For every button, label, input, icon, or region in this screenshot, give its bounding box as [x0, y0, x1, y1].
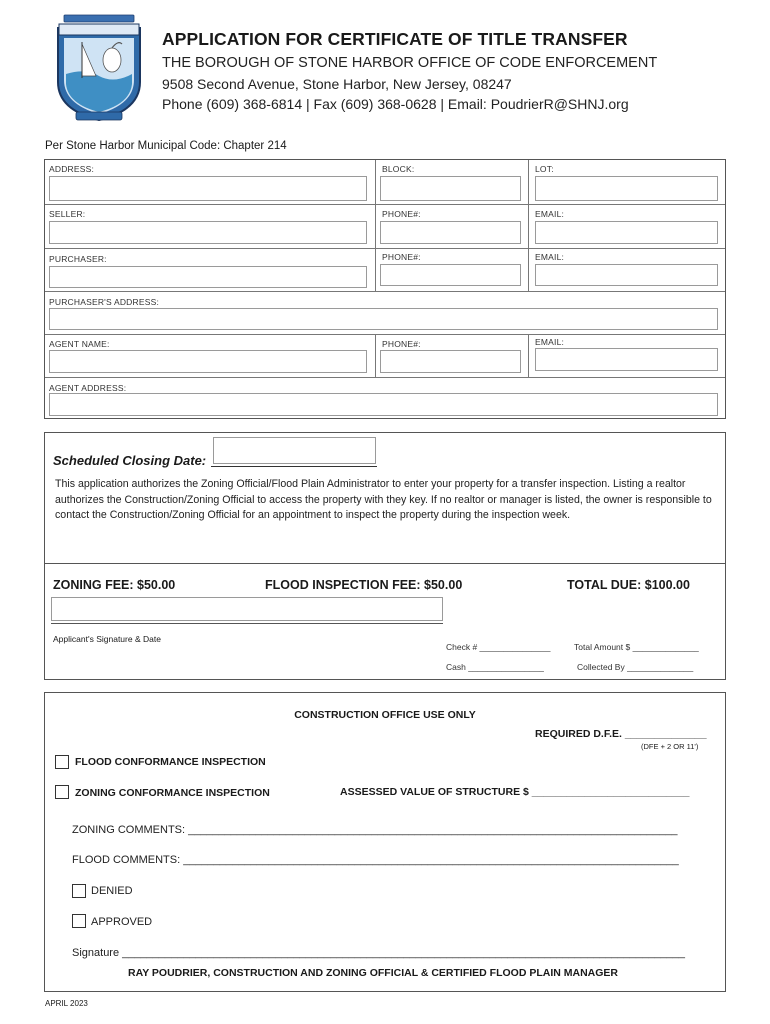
col-divider: [375, 334, 376, 377]
cash: Cash ________________: [446, 662, 544, 672]
agent-email-label: EMAIL:: [535, 337, 565, 347]
col-divider: [528, 334, 529, 377]
applicant-signature-label: Applicant's Signature & Date: [53, 634, 161, 644]
col-divider: [375, 160, 376, 291]
block-label: BLOCK:: [382, 164, 415, 174]
lot-field[interactable]: [535, 176, 718, 201]
purchaser-field[interactable]: [49, 266, 367, 288]
zoning-inspection-label: ZONING CONFORMANCE INSPECTION: [75, 787, 270, 799]
total-due: TOTAL DUE: $100.00: [567, 578, 690, 592]
office-use-title: CONSTRUCTION OFFICE USE ONLY: [294, 709, 476, 721]
required-dfe: REQUIRED D.F.E. ______________: [535, 728, 707, 740]
flood-inspection-checkbox[interactable]: [55, 755, 69, 769]
borough-seal-logo: [56, 14, 142, 124]
flood-comments: FLOOD COMMENTS: _________________________________________________________________________________: [72, 854, 679, 866]
dfe-note: (DFE + 2 OR 11'): [641, 742, 699, 751]
agent-phone-label: PHONE#:: [382, 339, 421, 349]
assessed-value: ASSESSED VALUE OF STRUCTURE $ ___________________________: [340, 786, 690, 798]
office-contact: Phone (609) 368-6814 | Fax (609) 368-0628 | Email: PoudrierR@SHNJ.org: [162, 96, 629, 112]
seller-phone-field[interactable]: [380, 221, 521, 244]
seller-email-label: EMAIL:: [535, 209, 565, 219]
form-title: APPLICATION FOR CERTIFICATE OF TITLE TRANSFER: [162, 29, 628, 49]
check-number: Check # _______________: [446, 642, 551, 652]
property-info-grid: [44, 159, 726, 419]
applicant-signature-field[interactable]: [51, 597, 443, 621]
agent-name-label: AGENT NAME:: [49, 339, 110, 349]
section-divider: [45, 563, 725, 564]
purchaser-address-label: PURCHASER'S ADDRESS:: [49, 297, 160, 307]
collected-by: Collected By ______________: [577, 662, 694, 672]
lot-label: LOT:: [535, 164, 554, 174]
signature-underline: [51, 623, 443, 624]
official-signature-line: Signature ____________________________________________________________________________________________: [72, 947, 685, 959]
purchaser-label: PURCHASER:: [49, 254, 107, 264]
agent-address-field[interactable]: [49, 393, 718, 416]
closing-date-field[interactable]: [213, 437, 376, 464]
row-divider: [45, 248, 725, 249]
office-address: 9508 Second Avenue, Stone Harbor, New Jersey, 08247: [162, 76, 512, 92]
purchaser-phone-label: PHONE#:: [382, 252, 421, 262]
seller-email-field[interactable]: [535, 221, 718, 244]
flood-inspection-fee: FLOOD INSPECTION FEE: $50.00: [265, 578, 463, 592]
official-name: RAY POUDRIER, CONSTRUCTION AND ZONING OFFICIAL & CERTIFIED FLOOD PLAIN MANAGER: [128, 967, 619, 979]
office-use-section: [44, 692, 726, 992]
row-divider: [45, 377, 725, 378]
authorization-text: This application authorizes the Zoning Official/Flood Plain Administrator to enter your property for a transfer inspection. Listing a realtor authorizes the Construction/Zoning Official to access the property with they key. If no realtor or manager is listed, the owner is responsible to contact the Construction/Zoning Official for an appointment to inspect the property during the inspection week.: [55, 478, 712, 521]
zoning-fee: ZONING FEE: $50.00: [53, 578, 176, 592]
revision-date: APRIL 2023: [45, 999, 88, 1008]
agent-name-field[interactable]: [49, 350, 367, 373]
office-name: THE BOROUGH OF STONE HARBOR OFFICE OF CODE ENFORCEMENT: [162, 55, 658, 71]
purchaser-email-label: EMAIL:: [535, 252, 565, 262]
total-amount: Total Amount $ ______________: [574, 642, 699, 652]
seller-phone-label: PHONE#:: [382, 209, 421, 219]
approved-checkbox[interactable]: [72, 914, 86, 928]
address-field[interactable]: [49, 176, 367, 201]
purchaser-email-field[interactable]: [535, 264, 718, 286]
seller-field[interactable]: [49, 221, 367, 244]
address-label: ADDRESS:: [49, 164, 95, 174]
row-divider: [45, 291, 725, 292]
agent-phone-field[interactable]: [380, 350, 521, 373]
denied-checkbox[interactable]: [72, 884, 86, 898]
closing-date-label: Scheduled Closing Date:: [53, 453, 207, 468]
zoning-comments: ZONING COMMENTS: ________________________________________________________________________________: [72, 824, 678, 836]
purchaser-address-field[interactable]: [49, 308, 718, 330]
agent-address-label: AGENT ADDRESS:: [49, 383, 127, 393]
purchaser-phone-field[interactable]: [380, 264, 521, 286]
zoning-inspection-checkbox[interactable]: [55, 785, 69, 799]
block-field[interactable]: [380, 176, 521, 201]
flood-inspection-label: FLOOD CONFORMANCE INSPECTION: [75, 756, 266, 768]
agent-email-field[interactable]: [535, 348, 718, 371]
seller-label: SELLER:: [49, 209, 86, 219]
closing-section: [44, 432, 726, 680]
municipal-code-reference: Per Stone Harbor Municipal Code: Chapter 214: [45, 140, 287, 152]
row-divider: [45, 334, 725, 335]
approved-label: APPROVED: [91, 916, 153, 928]
col-divider: [528, 160, 529, 291]
denied-label: DENIED: [91, 885, 133, 897]
closing-date-underline: [211, 466, 377, 467]
row-divider: [45, 204, 725, 205]
